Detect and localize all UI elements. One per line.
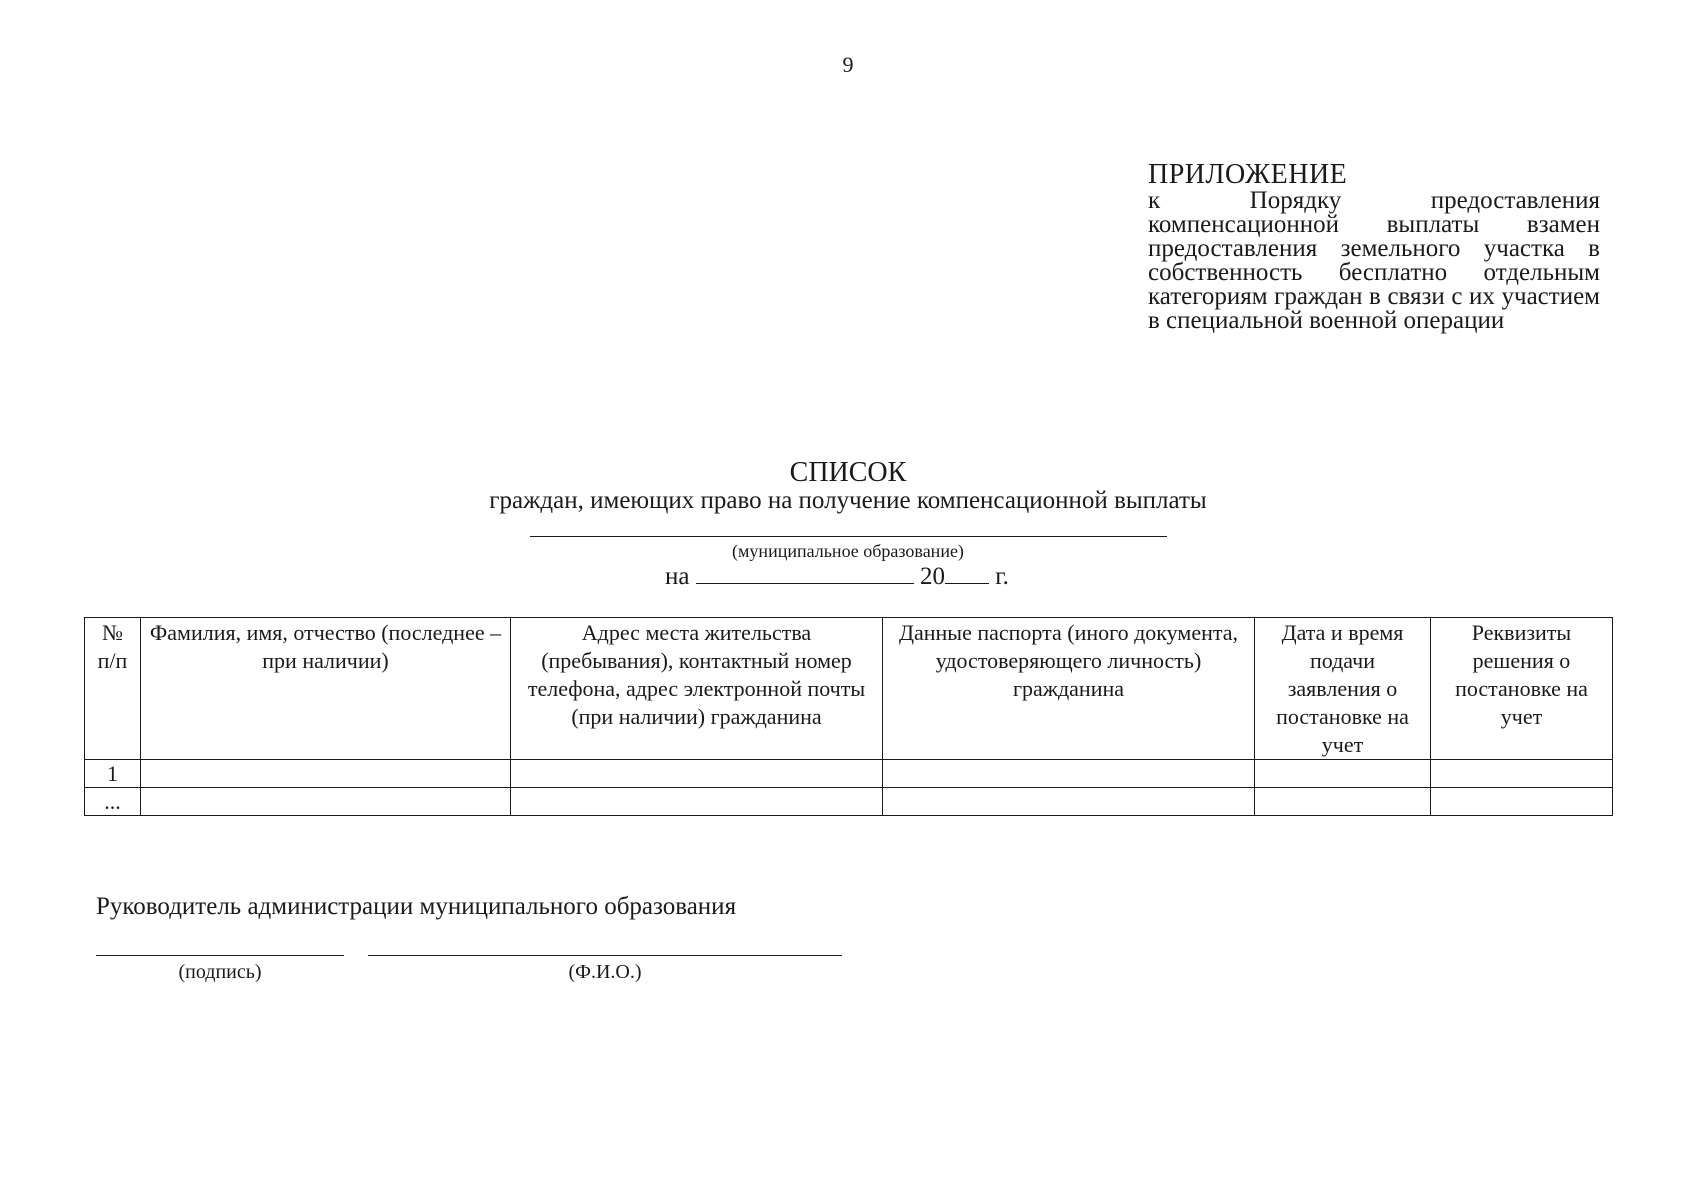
list-title: СПИСОК bbox=[789, 457, 907, 488]
table-cell bbox=[883, 788, 1255, 816]
name-caption: (Ф.И.О.) bbox=[568, 961, 642, 983]
table-header-row bbox=[85, 618, 1613, 760]
table-row bbox=[85, 788, 1613, 816]
table-row bbox=[85, 760, 1613, 788]
header-passport: Данные паспорта (иного документа, удостоверяющего личность) гражданина bbox=[883, 618, 1255, 760]
name-blank-line bbox=[368, 955, 842, 956]
list-subtitle: граждан, имеющих право на получение компенсационной выплаты bbox=[489, 487, 1207, 514]
table-cell bbox=[1431, 760, 1613, 788]
municipality-caption: (муниципальное образование) bbox=[732, 541, 964, 561]
table-cell bbox=[1255, 760, 1431, 788]
table-cell: ... bbox=[85, 788, 141, 816]
date-prefix: на bbox=[665, 563, 690, 590]
table-cell bbox=[883, 760, 1255, 788]
header-decision-details: Реквизиты решения о постановке на учет bbox=[1431, 618, 1613, 760]
appendix-block bbox=[1148, 159, 1600, 334]
header-address: Адрес места жительства (пребывания), контактный номер телефона, адрес электронной почты (при наличии) гражданина bbox=[511, 618, 883, 760]
header-application-date: Дата и время подачи заявления о постановке на учет bbox=[1255, 618, 1431, 760]
header-number: № п/п bbox=[85, 618, 141, 760]
date-blank bbox=[696, 561, 914, 584]
table-cell bbox=[1431, 788, 1613, 816]
appendix-text: к Порядку предоставления компенсационной выплаты взамен предоставления земельного участка в собственность бесплатно отдельным категориям граждан в связи с их участием в специальной военной операции bbox=[1148, 187, 1600, 334]
date-line bbox=[665, 561, 1009, 591]
page-number: 9 bbox=[842, 52, 854, 77]
signer-title: Руководитель администрации муниципального образования bbox=[96, 893, 737, 920]
signature-caption: (подпись) bbox=[178, 961, 262, 983]
table-cell bbox=[1255, 788, 1431, 816]
table-cell bbox=[141, 760, 511, 788]
municipality-blank-line bbox=[530, 536, 1167, 537]
date-suffix: г. bbox=[995, 563, 1009, 590]
table-cell: 1 bbox=[85, 760, 141, 788]
table-cell bbox=[511, 760, 883, 788]
table-cell bbox=[511, 788, 883, 816]
year-blank bbox=[945, 561, 989, 584]
appendix-title: ПРИЛОЖЕНИЕ bbox=[1148, 159, 1348, 190]
date-year: 20 bbox=[919, 563, 945, 590]
header-full-name: Фамилия, имя, отчество (последнее – при наличии) bbox=[141, 618, 511, 760]
signature-blank-line bbox=[96, 955, 344, 956]
table-cell bbox=[141, 788, 511, 816]
citizens-table bbox=[84, 617, 1613, 816]
